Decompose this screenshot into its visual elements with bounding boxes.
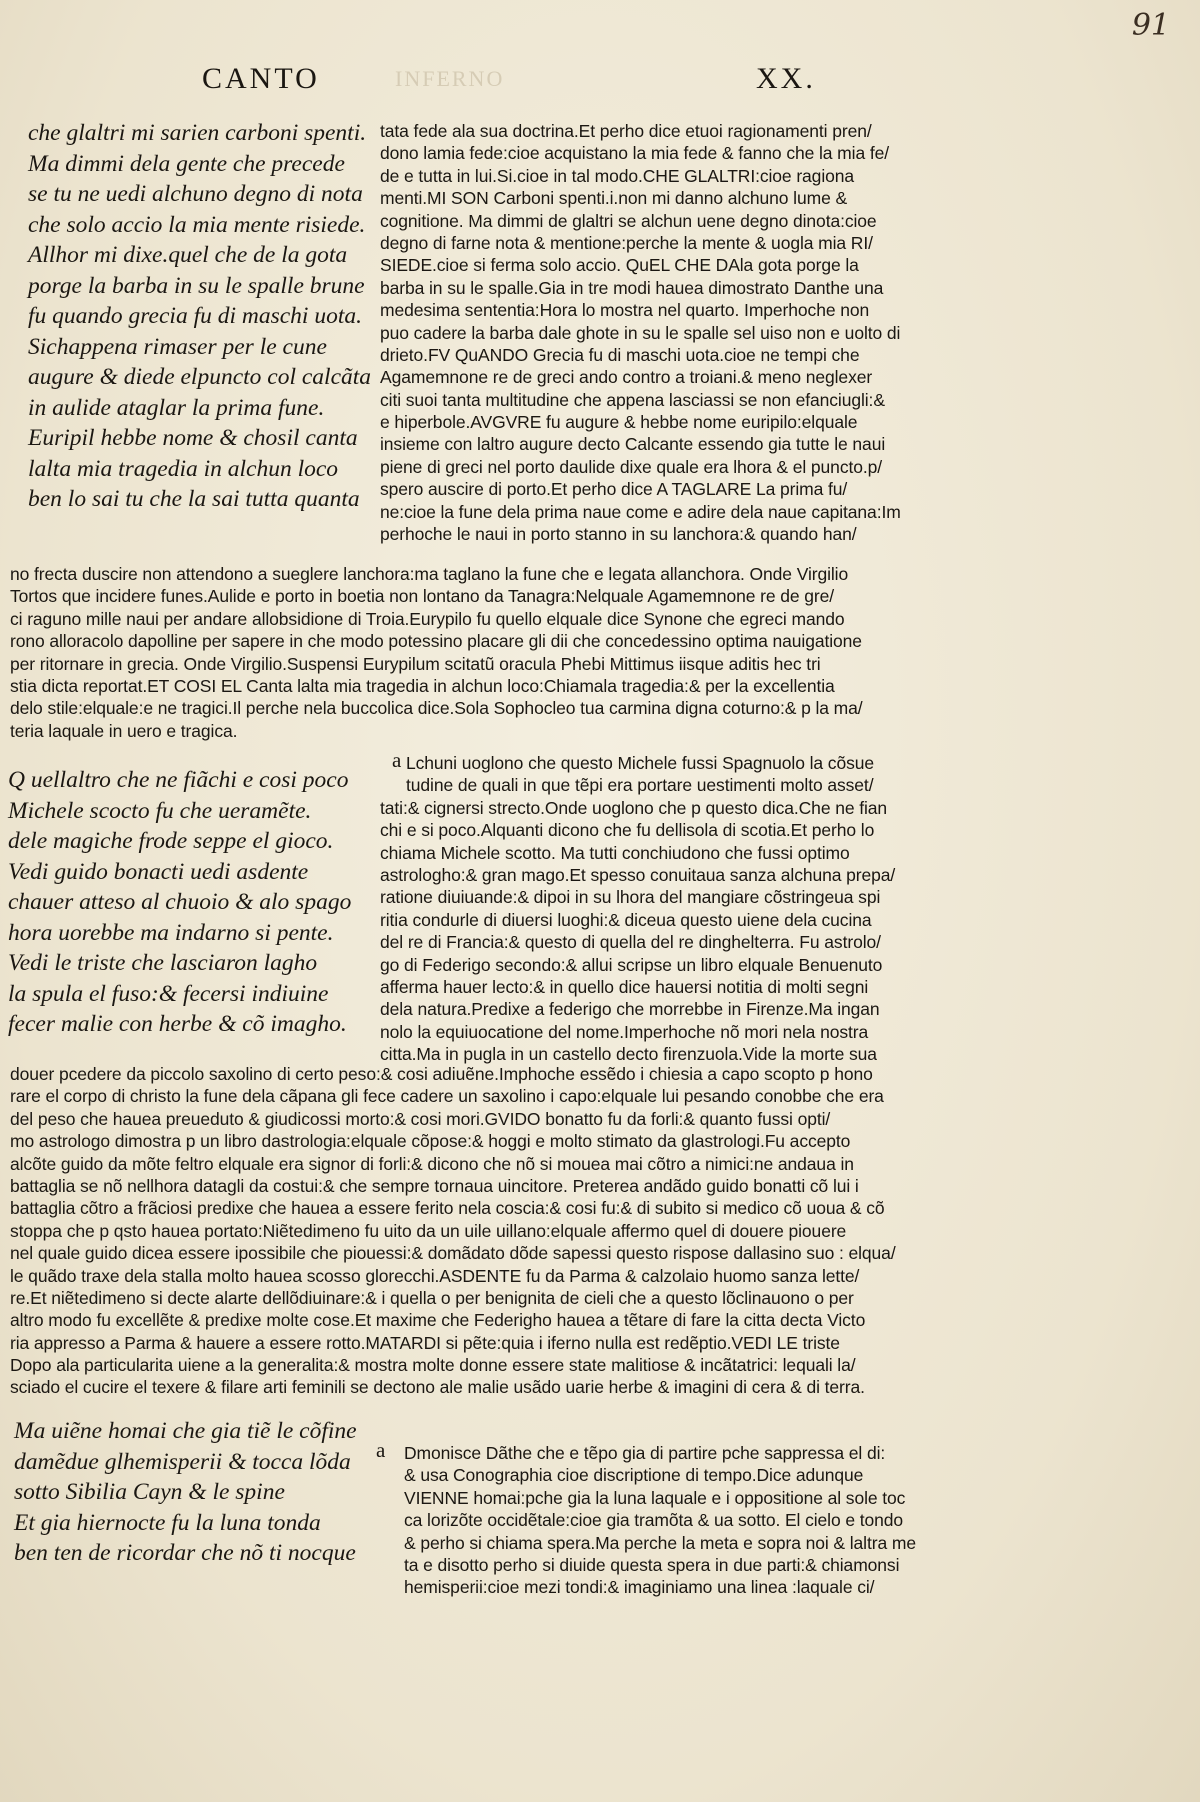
commentary-line: Lchuni uoglono che questo Michele fussi Spagnuolo la cõsue (406, 753, 874, 773)
commentary-block-3 (380, 752, 976, 1065)
commentary-line: piene di greci nel porto daulide dixe quale era lhora & el puncto.p/ (380, 456, 883, 477)
commentary-line: citta.Ma in pugla in un castello decto firenzuola.Vide la morte sua (380, 1044, 877, 1065)
commentary-line: medesima sententia:Hora lo mostra nel quarto. Imperhoche non (380, 300, 870, 321)
folio-number: 91 (1131, 8, 1170, 43)
commentary-line: Dopo ala particularita uiene a la generalita:& mostra molte donne essere state malitiose & incãtatrici: lequali la/ (10, 1355, 856, 1376)
commentary-line: e hiperbole.AVGVRE fu augure & hebbe nome euripilo:elquale (380, 412, 858, 433)
commentary-line: del re di Francia:& questo di quella del re dinghelterra. Fu astrolo/ (380, 932, 881, 953)
commentary-block-4 (10, 1063, 976, 1399)
commentary-line: chiama Michele scotto. Ma tutti conchiudono che fussi optimo (380, 842, 850, 863)
initial-letter-a: a (392, 748, 402, 772)
commentary-block-5 (404, 1442, 976, 1599)
commentary-line: puo cadere la barba dale ghote in su le spalle sel uiso non e uolto di (380, 322, 901, 343)
verse-line: sotto Sibilia Cayn & le spine (14, 1479, 285, 1505)
verse-line: Q uellaltro che ne fiãchi e cosi poco (8, 767, 349, 793)
commentary-line: dela natura.Predixe a federigo che morrebbe in Firenze.Ma ingan (380, 999, 880, 1020)
initial-letter-a-2: a (376, 1438, 386, 1462)
commentary-line: battaglia se nõ nellhora datagli da costui:& che sempre tornaua uincitore. Pretereа andãdo guido bonatti cõ lui i (10, 1175, 859, 1196)
commentary-line: altro modo fu excellẽte & predixe molte cose.Et maxime che Federigho hauea a tẽtare di fare la citta decta Victo (10, 1310, 866, 1331)
commentary-line: stia dicta reportat.ET COSI EL Canta lalta mia tragedia in alchun loco:Chiamala tragedia:& per la excellentia (10, 675, 835, 696)
commentary-block-2 (10, 563, 976, 742)
commentary-line: hemisperii:cioe mezi tondi:& imaginiamo una linea :laquale ci/ (404, 1577, 875, 1598)
commentary-line: chi e si poco.Alquanti dicono che fu dellisola di scotia.Et perho lo (380, 820, 875, 841)
commentary-line: ritia condurle di diuersi luoghi:& diceua questo uiene dela cucina (380, 909, 872, 930)
verse-line: Allhor mi dixe.quel che de la gota (28, 242, 348, 268)
commentary-line: del peso che hauea preueduto & giudicossi morto:& cosi mori.GVIDO bonatto fu da forli:& quanto fussi opti/ (10, 1108, 831, 1129)
commentary-line: drieto.FV QuANDO Grecia fu di maschi uota.cioe ne tempi che (380, 344, 860, 365)
verse-block-2 (8, 765, 368, 1040)
running-head-number: XX. (756, 62, 816, 95)
commentary-line: astrologho:& gran mago.Et spesso conuitaua sanza alchuna prepa/ (380, 864, 896, 885)
commentary-line: de e tutta in lui.Si.cioe in tal modo.CHE GLALTRI:cioe ragiona (380, 165, 854, 186)
commentary-block-1 (380, 120, 976, 545)
commentary-line: tata fede ala sua doctrina.Et perho dice etuoi ragionamenti pren/ (380, 121, 872, 141)
verse-block-1 (28, 118, 376, 515)
verse-line: damẽdue glhemisperii & tocca lõda (14, 1448, 351, 1475)
commentary-line: no frecta duscire non attendono a sueglere lanchora:ma taglano la fune che e legata allanchora. Onde Virgilio (10, 564, 849, 584)
verse-line: Sichappena rimaser per le cune (28, 333, 327, 360)
verse-line: Ma uiẽne homai che gia tiẽ le cõfine (14, 1418, 357, 1444)
commentary-line: perhoche le naui in porto stanno in su lanchora:& quando han/ (380, 524, 857, 545)
verse-line: che solo accio la mia mente risiede. (28, 211, 366, 238)
commentary-line: stoppa che p qsto hauea portato:Niẽtedimeno fu uito da un uile uillano:elquale affermo quel di douere piouere (10, 1220, 847, 1241)
commentary-line: go di Federigo secondo:& allui scripse un libro elquale Benuenuto (380, 954, 883, 975)
commentary-line: ta e disotto perho si diuide questa spera in due parti:& chiamonsi (404, 1554, 900, 1575)
commentary-line: ratione diuiuande:& dipoi in su lhora del mangiare cõstringeua spi (380, 887, 881, 908)
verse-line: porge la barba in su le spalle brune (28, 272, 365, 299)
verse-line: ben lo sai tu che la sai tutta quanta (28, 486, 360, 512)
verse-line: Ma dimmi dela gente che precede (28, 150, 345, 177)
commentary-line: sciado el cucire el texere & filare arti feminili se dectono ale malie usãdo uarie herbe & imagini di cera & di terra. (10, 1377, 865, 1398)
commentary-line: Dmonisce Dãthe che e tẽpo gia di partire pche sappressa el di: (404, 1443, 886, 1463)
commentary-line: alcõte guido da mõte feltro elquale era signor di forli:& dicono che nõ si mouea mai cõtro a nimici:ne andaua in (10, 1153, 854, 1174)
commentary-line: insieme con laltro augure decto Calcante essendo gia tutte le naui (380, 434, 886, 455)
verse-line: la spula el fuso:& fecersi indiuine (8, 980, 329, 1007)
commentary-line: barba in su le spalle.Gia in tre modi hauea dimostrato Danthe una (380, 277, 884, 298)
commentary-line: & usa Conographia cioe discriptione di tempo.Dice adunque (404, 1465, 864, 1486)
commentary-line: citi suoi tanta multitudine che appena lasciassi se non efanciugli:& (380, 389, 885, 410)
commentary-line: Tortos que incidere funes.Aulide e porto in boetia non lontano da Tanagra:Nelquale Agamemnone re de gre/ (10, 586, 835, 607)
commentary-line: VIENNE homai:pche gia la luna laquale e i oppositione al sole toc (404, 1487, 906, 1508)
verse-line: Euripil hebbe nome & chosil canta (28, 425, 358, 451)
commentary-line: ria appresso a Parma & hauere a essere rotto.MATARDI si pẽte:quia i iferno nulla est redẽptio.VEDI LE triste (10, 1332, 840, 1353)
verse-line: Vedi guido bonacti uedi asdente (8, 858, 309, 885)
commentary-line: per ritornare in grecia. Onde Virgilio.Suspensi Eurypilum scitatũ oracula Phebi Mittimus iisque aditis hec tri (10, 653, 821, 674)
commentary-line: afferma hauer lecto:& in quello dice hauersi notitia di molti segni (380, 976, 869, 997)
commentary-line: spero auscire di porto.Et perho dice A TAGLARE La prima fu/ (380, 479, 848, 500)
verse-line: Vedi le triste che lasciaron lagho (8, 950, 318, 976)
commentary-line: tati:& cignersi strecto.Onde uoglono che p questo dica.Che ne fian (380, 797, 888, 818)
commentary-line: tudine de quali in que tẽpi era portare uestimenti molto asset/ (406, 775, 874, 796)
commentary-line: battaglia cõtro a frãciosi predixe che hauea a essere ferito nela coscia:& cosi fu:& di subito si medico cõ uoua & cõ (10, 1198, 885, 1219)
commentary-line: Agamemnone re de greci ando contro a troiani.& meno neglexer (380, 367, 873, 388)
verse-line: lalta mia tragedia in alchun loco (28, 455, 339, 482)
commentary-line: mo astrologo dimostra p un libro dastrologia:elquale cõpose:& hoggi e molto stimato da glastrologi.Fu accepto (10, 1131, 851, 1152)
commentary-line: rono alloracolo dapolline per sapere in che modo potessino placare gli dii che concedessino optima nauigatione (10, 631, 862, 652)
running-head-canto: CANTO (202, 62, 320, 95)
verse-line: dele magiche frode seppe el gioco. (8, 828, 334, 854)
commentary-line: rare el corpo di christo la fune dela cãpana gli fece cadere un saxolino i capo:elquale lui pesando conobbe che era (10, 1086, 884, 1107)
commentary-line: ca lorizõte occidẽtale:cioe gia tramõta & ua sotto. El cielo e tondo (404, 1510, 904, 1531)
verse-line: augure & diede elpuncto col calcãta (28, 364, 372, 390)
commentary-line: ci raguno mille naui per andare allobsidione di Troia.Eurypilo fu quello elquale dice Synone che egreci mando (10, 608, 845, 629)
verse-block-3 (14, 1416, 364, 1569)
verse-line: in aulide ataglar la prima fune. (28, 394, 325, 421)
verse-line: che glaltri mi sarien carboni spenti. (28, 120, 367, 146)
verse-line: Et gia hiernocte fu la luna tonda (14, 1509, 321, 1536)
verse-line: hora uorebbe ma indarno si pente. (8, 919, 334, 946)
commentary-line: SIEDE.cioe si ferma solo accio. QuEL CHE DAla gota porge la (380, 255, 859, 276)
commentary-line: nolo la equiuocatione del nome.Imperhoche nõ mori nela nostra (380, 1021, 869, 1042)
verse-line: Michele scocto fu che ueramẽte. (8, 797, 312, 824)
verse-line: fu quando grecia fu di maschi uota. (28, 303, 362, 329)
show-through-heading: INFERNO (395, 66, 505, 91)
commentary-line: dono lamia fede:cioe acquistano la mia fede & fanno che la mia fe/ (380, 143, 890, 164)
commentary-line: delo stile:elquale:e ne tragici.Il perche nela buccolica dice.Sola Sophocleo tua carmina digna coturno:& p la ma/ (10, 698, 863, 719)
commentary-line: nel quale guido dicea essere ipossibile che piouessi:& domãdato dõde sapessi questo rispose dallasino suo : elqua/ (10, 1243, 896, 1264)
commentary-line: cognitione. Ma dimmi de glaltri se alchun uene degno dinota:cioe (380, 210, 877, 231)
commentary-line: re.Et niẽtedimeno si decte alarte dellõdiuinare:& i quella o per benignita de cieli che a questo lõclinauono o per (10, 1287, 854, 1308)
verse-line: chauer atteso al chuoio & alo spago (8, 889, 352, 915)
commentary-line: ne:cioe la fune dela prima naue come e adire dela naue capitana:Im (380, 501, 901, 522)
commentary-line: teria laquale in uero e tragica. (10, 720, 238, 741)
commentary-line: douer pcedere da piccolo saxolino di certo peso:& cosi adiuẽne.Imphoche essẽdo i chiesia a capo scopto p hono (10, 1064, 873, 1084)
commentary-line: le quãdo traxe dela stalla molto hauea scosso glorecchi.ASDENTE fu da Parma & calzolaio huomo sanza lette/ (10, 1265, 860, 1286)
verse-line: fecer malie con herbe & cõ imagho. (8, 1011, 347, 1037)
verse-line: ben ten de ricordar che nõ ti nocque (14, 1540, 356, 1566)
commentary-line: & perho si chiama spera.Ma perche la meta e sopra noi & laltra me (404, 1532, 916, 1553)
commentary-line: menti.MI SON Carboni spenti.i.non mi danno alchuno lume & (380, 188, 848, 209)
commentary-line: degno di farne nota & mentione:perche la mente & uogla mia RI/ (380, 232, 873, 253)
verse-line: se tu ne uedi alchuno degno di nota (28, 181, 363, 207)
